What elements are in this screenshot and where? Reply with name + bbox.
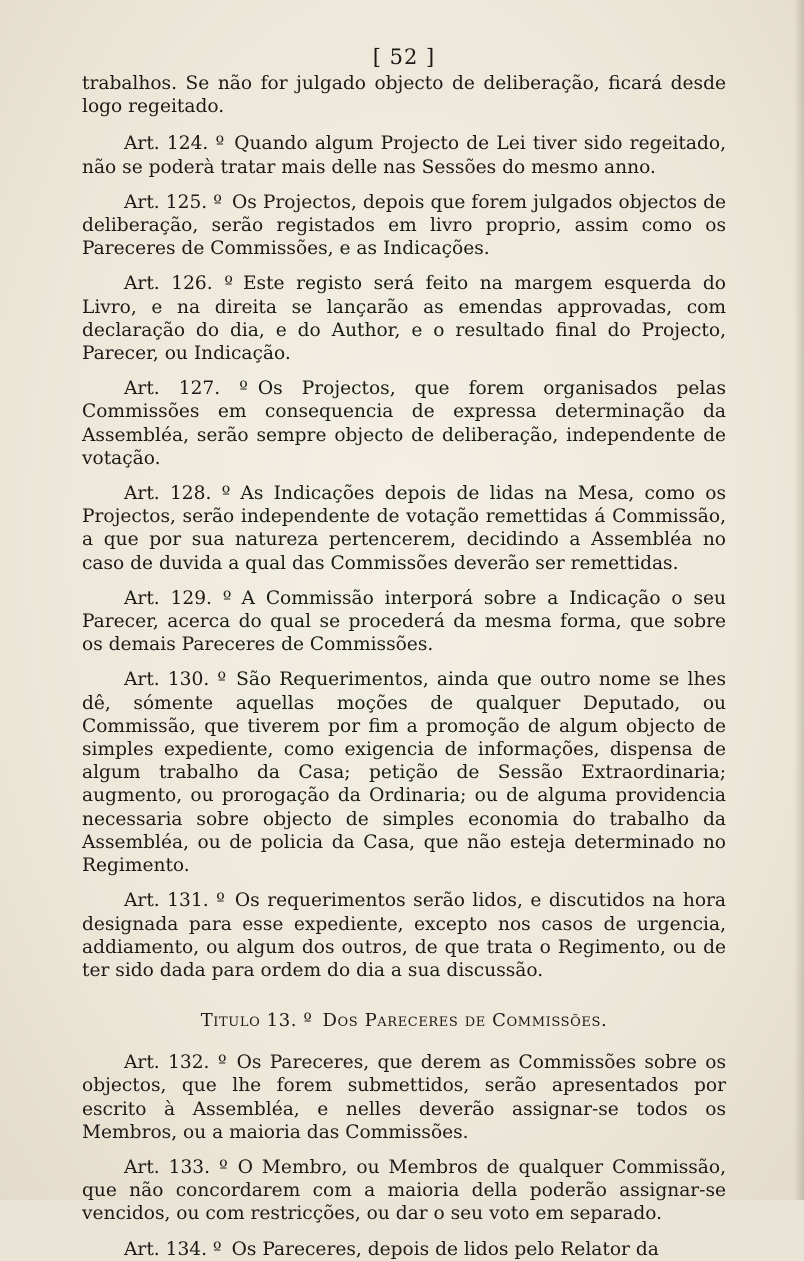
article-label: Art. 129. º [124,587,232,609]
article-label: Art. 127. º [124,378,248,400]
article-127 [82,377,726,470]
article-134 [82,1238,726,1261]
page-edge-shadow [794,0,804,1200]
section-title-label: Titulo 13. º [200,1010,313,1032]
article-label: Art. 126. º [124,273,233,295]
article-text: São Requerimentos, ainda que outro nome se lhes dê, sómente aquellas moções de qualquer Deputado, ou Commissão, que tiverem por fim a promoção de algum objecto de simples expediente, como exigencia de informações, dispensa de algum trabalho da Casa; petição de Sessão Extraordinaria; augmento, ou prorogação da Ordinaria; ou de alguma providencia necessaria sobre objecto de simples economia do trabalho da Assembléa, ou de policia da Casa, que não esteja determinado no Regimento. [82,669,726,877]
article-label: Art. 124. º [124,133,225,155]
article-text: As Indicações depois de lidas na Mesa, como os Projectos, serão independente de votação remettidas á Commissão, a que por sua natureza pertencerem, decidindo a Assembléa no caso de duvida a qual das Commissões deverão ser remettidas. [82,483,726,574]
article-129 [82,587,726,657]
article-text: Os Pareceres, que derem as Commissões sobre os objectos, que lhe forem submettidos, serão apresentados por escrito à Assembléa, e nelles deverão assignar-se todos os Membros, ou a maioria das Commissões. [82,1052,726,1143]
article-132 [82,1051,726,1144]
article-text: Este registo será feito na margem esquerda do Livro, e na direita se lançarão as emendas approvadas, com declaração do dia, e do Author, e o resultado final do Projecto, Parecer, ou Indicação. [82,273,726,365]
article-130 [82,668,726,877]
article-text: Os Projectos, depois que forem julgados objectos de deliberação, serão registados em livro proprio, assim como os Pareceres de Commissões, e as Indicações. [82,191,727,260]
article-label: Art. 130. º [124,669,227,691]
article-label: Art. 132. º [124,1052,227,1074]
article-label: Art. 131. º [124,890,225,912]
article-text: Quando algum Projecto de Lei tiver sido regeitado, não se poderà tratar mais delle nas Sessões do mesmo anno. [82,133,726,178]
article-label: Art. 133. º [124,1156,228,1178]
section-title [82,1010,726,1031]
article-125 [82,191,726,261]
article-label: Art. 125. º [124,191,223,213]
article-text: Os Projectos, que forem organisados pelas Commissões em consequencia de expressa determinação da Assembléa, serão sempre objecto de deliberação, independente de votação. [82,378,726,469]
article-text: A Commissão interporá sobre a Indicação o seu Parecer, acerca do qual se procederá da mesma forma, que sobre os demais Pareceres de Commissões. [82,587,726,656]
article-text: Os Pareceres, depois de lidos pelo Relator da [231,1238,659,1260]
continuation-paragraph [82,72,726,118]
section-title-text: Dos Pareceres de Commissões. [322,1010,608,1032]
paragraph-text: trabalhos. Se não for julgado objecto de deliberação, ficará desde logo regeitado. [82,73,726,118]
article-label: Art. 128. º [124,483,231,505]
article-text: O Membro, ou Membros de qualquer Commissão, que não concordarem com a maioria della poderão assignar-se vencidos, ou com restricções, ou dar o seu voto em separado. [82,1156,726,1225]
article-128 [82,482,726,575]
article-text: Os requerimentos serão lidos, e discutidos na hora designada para esse expediente, excepto nos casos de urgencia, addiamento, ou algum dos outros, de que trata o Regimento, ou de ter sido dada para ordem do dia a sua discussão. [82,890,726,981]
article-label: Art. 134. º [124,1238,222,1260]
page-number: [ 52 ] [372,45,436,69]
article-131 [82,889,726,982]
article-126 [82,272,726,365]
article-124 [82,132,726,178]
article-133 [82,1156,726,1226]
